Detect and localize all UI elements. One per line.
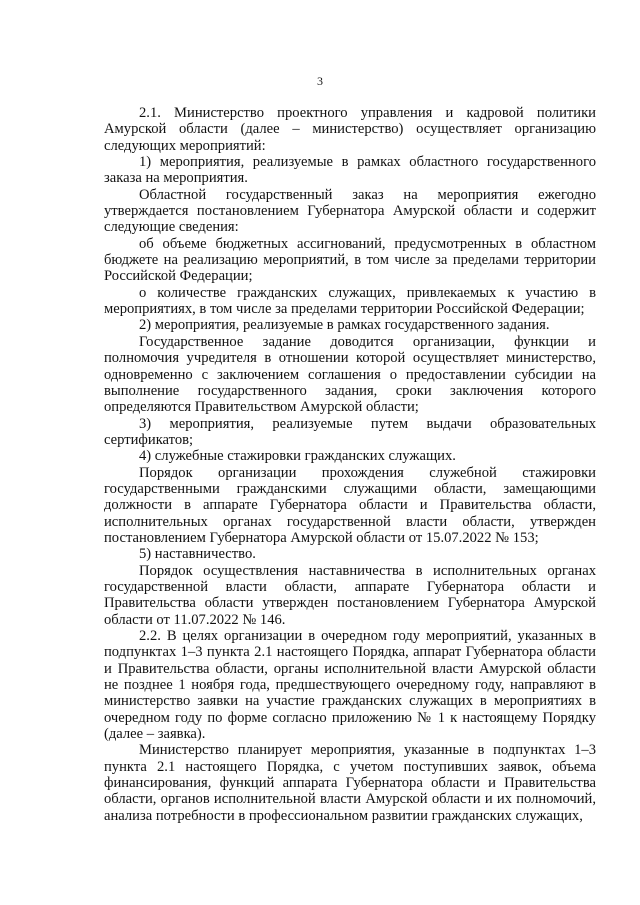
paragraph-mentoring-order: Порядок осуществления наставничества в исполнительных органах государственной власти области, аппарате Губернатора области и Правительства области утвержден постановлением Губернатора Амурской области от 11.07.2022 № 146. xyxy=(104,562,596,628)
document-body xyxy=(104,105,596,824)
paragraph-item-4: 4) служебные стажировки гражданских служащих. xyxy=(139,448,456,465)
paragraph-order-info: Областной государственный заказ на мероприятия ежегодно утверждается постановлением Губернатора Амурской области и содержит следующие сведения: xyxy=(104,186,596,236)
paragraph-item-2: 2) мероприятия, реализуемые в рамках государственного задания. xyxy=(139,317,550,334)
paragraph-state-assignment: Государственное задание доводится организации, функции и полномочия учредителя в отношении которой осуществляет министерство, одновременно с заключением соглашения о предоставлении субсидии на выполнение государственного задания, сроки заключения которого определяются Правительством Амурской области; xyxy=(104,333,596,416)
paragraph-ministry-plans: Министерство планирует мероприятия, указанные в подпунктах 1–3 пункта 2.1 настоящего Порядка, с учетом поступивших заявок, объема финансирования, функций аппарата Губернатора области и Правительства области, органов исполнительной власти Амурской области и их полномочий, анализа потребности в профессиональном развитии гражданских служащих, xyxy=(104,742,596,824)
paragraph-item-3: 3) мероприятия, реализуемые путем выдачи образовательных сертификатов; xyxy=(104,415,596,448)
paragraph-servants-count: о количестве гражданских служащих, привлекаемых к участию в мероприятиях, в том числе за пределами территории Российской Федерации; xyxy=(104,284,596,318)
page-number: 3 xyxy=(317,74,323,88)
paragraph-2-1: 2.1. Министерство проектного управления и кадровой политики Амурской области (далее – министерство) осуществляет организацию следующих мероприятий: xyxy=(104,105,596,154)
paragraph-item-1: 1) мероприятия, реализуемые в рамках областного государственного заказа на мероприятия. xyxy=(104,154,596,187)
paragraph-2-2: 2.2. В целях организации в очередном году мероприятий, указанных в подпунктах 1–3 пункта 2.1 настоящего Порядка, аппарат Губернатора области и Правительства области, органы исполнительной власти Амурской области не позднее 1 ноября года, предшествующего очередному году, направляют в министерство заявки на участие гражданских служащих в мероприятиях в очередном году по форме согласно приложению № 1 к настоящему Порядку (далее – заявка). xyxy=(104,628,596,743)
paragraph-item-5: 5) наставничество. xyxy=(139,546,256,563)
paragraph-budget-volume: об объеме бюджетных ассигнований, предусмотренных в областном бюджете на реализацию мероприятий, в том числе за пределами территории Российской Федерации; xyxy=(104,235,596,285)
paragraph-internship-order: Порядок организации прохождения служебной стажировки государственными гражданскими служащими области, замещающими должности в аппарате Губернатора области и Правительства области, исполнительных органах государственной власти области, утвержден постановлением Губернатора Амурской области от 15.07.2022 № 153; xyxy=(104,464,596,546)
